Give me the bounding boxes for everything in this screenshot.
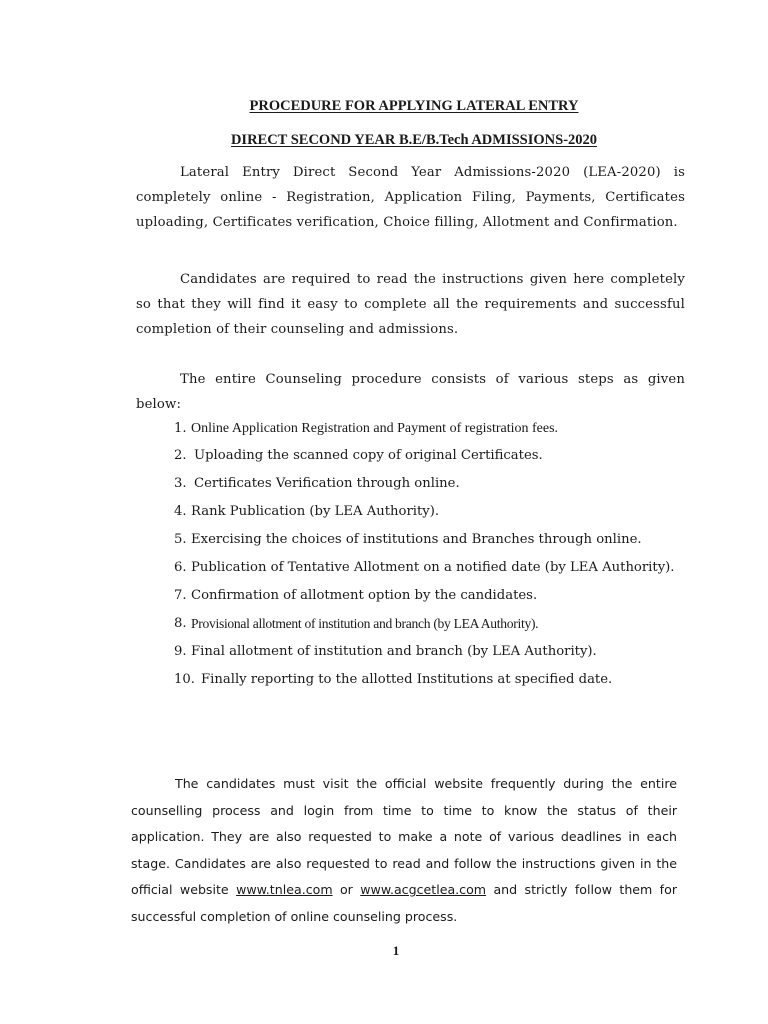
step-number: 7. [174, 588, 187, 603]
step-number: 2. [174, 448, 187, 463]
step-text: Confirmation of allotment option by the candidates. [191, 588, 538, 603]
step-number: 8. [174, 616, 187, 631]
step-text: Online Application Registration and Payment of registration fees. [191, 421, 559, 436]
website-paragraph-text: or [332, 882, 361, 897]
step-number: 9. [174, 644, 187, 659]
website-paragraph-text: The candidates must visit the official website frequently during the entire counselling process and login from time to time to know the status of their application. They are also requested to make a note of various deadlines in each stage. Candidates are also requested to read and follow the instructions given in the official website [131, 776, 677, 897]
step-text: Uploading the scanned copy of original Certificates. [194, 448, 543, 463]
website-paragraph [131, 771, 677, 930]
step-item [174, 500, 678, 524]
step-number: 3. [174, 476, 187, 491]
step-number: 5. [174, 532, 187, 547]
page-number: 1 [392, 943, 400, 958]
step-number: 6. [174, 560, 187, 575]
step-item [174, 584, 678, 608]
step-item [174, 668, 678, 692]
step-item [174, 417, 678, 441]
step-text: Provisional allotment of institution and branch (by LEA Authority). [191, 616, 539, 631]
document-title: PROCEDURE FOR APPLYING LATERAL ENTRY [249, 98, 579, 114]
acgcetlea-website-link[interactable]: www.acgcetlea.com [360, 882, 487, 897]
step-number: 10. [174, 672, 195, 687]
website-paragraph-text: and strictly follow them for successful completion of online counseling process. [131, 882, 678, 924]
document-subtitle: DIRECT SECOND YEAR B.E/B.Tech ADMISSIONS-2020 [230, 132, 598, 148]
step-number: 1. [174, 421, 187, 436]
step-text: Rank Publication (by LEA Authority). [191, 504, 440, 519]
step-text: Finally reporting to the allotted Institutions at specified date. [201, 672, 613, 687]
step-text: Final allotment of institution and branch (by LEA Authority). [191, 644, 597, 659]
step-item [174, 472, 678, 496]
step-text: Exercising the choices of institutions and Branches through online. [191, 532, 642, 547]
instructions-paragraph: Candidates are required to read the instructions given here completely so that they will find it easy to complete all the requirements and successful completion of their counseling and admissions. [136, 272, 685, 337]
step-item [174, 612, 678, 636]
procedure-steps-list [174, 417, 678, 692]
step-item [174, 444, 678, 468]
step-text: Certificates Verification through online. [194, 476, 460, 491]
step-item [174, 640, 678, 664]
step-number: 4. [174, 504, 187, 519]
step-text: Publication of Tentative Allotment on a notified date (by LEA Authority). [191, 560, 675, 575]
step-item [174, 528, 678, 552]
intro-paragraph: Lateral Entry Direct Second Year Admissions-2020 (LEA-2020) is completely online - Registration, Application Filing, Payments, Certificates uploading, Certificates verification, Choice filling, Allotment and Confirmation. [136, 165, 685, 230]
procedure-intro-paragraph: The entire Counseling procedure consists of various steps as given below: [136, 372, 685, 412]
step-item [174, 556, 678, 580]
tnlea-website-link[interactable]: www.tnlea.com [236, 882, 333, 897]
